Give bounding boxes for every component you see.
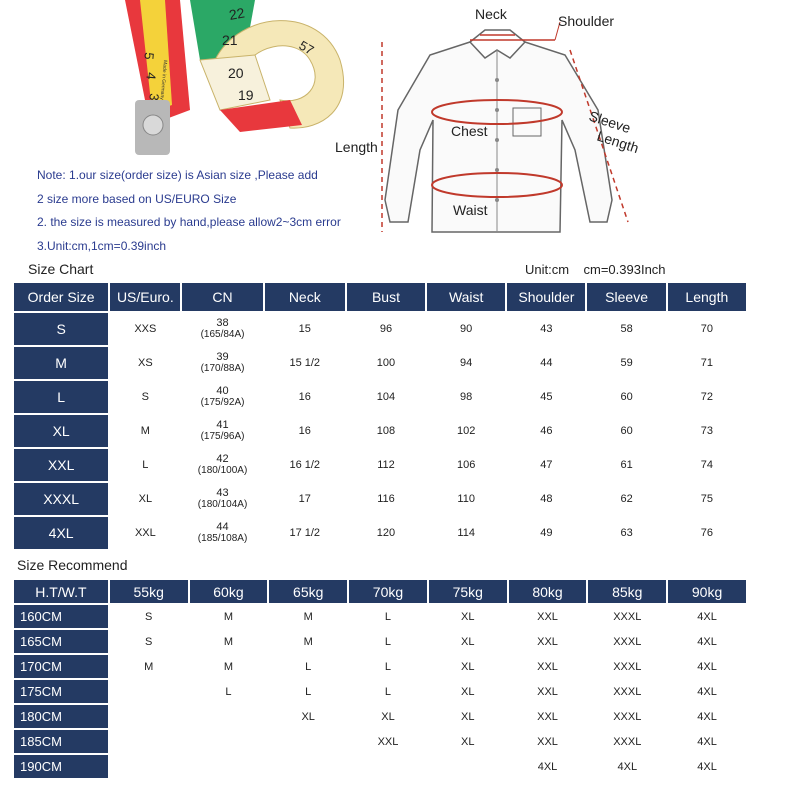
column-header: 55kg <box>110 580 188 603</box>
cn-code: (170/88A) <box>200 363 245 374</box>
neck-cell: 15 <box>298 323 311 335</box>
neck-cell: 17 <box>298 493 311 505</box>
size-cell: 4XL <box>697 760 717 773</box>
cn-code: (165/84A) <box>200 329 245 340</box>
height-cell: 175CM <box>14 680 108 703</box>
table-row <box>14 347 746 379</box>
height-cell: 160CM <box>14 605 108 628</box>
order-size-cell: 4XL <box>14 517 108 549</box>
size-cell: XL <box>461 635 475 648</box>
table-row <box>14 680 746 703</box>
bust-cell: 100 <box>376 357 396 369</box>
size-cell: XL <box>461 610 475 623</box>
size-cell <box>269 730 347 753</box>
table-row <box>14 705 746 728</box>
size-cell: XL <box>461 660 475 673</box>
size-cell: L <box>305 685 312 698</box>
us-euro-cell: S <box>141 391 150 403</box>
cn-code: (175/96A) <box>200 431 245 442</box>
size-cell: 4XL <box>697 635 717 648</box>
column-header: Bust <box>347 283 425 311</box>
size-cell: M <box>303 610 313 623</box>
sleeve-cell: 58 <box>620 323 633 335</box>
sleeve-cell: 62 <box>620 493 633 505</box>
order-size-cell: XXXL <box>14 483 108 515</box>
tape-number: 57 <box>296 37 317 58</box>
diagram-label-shoulder: Shoulder <box>558 13 615 29</box>
shoulder-cell: 46 <box>540 425 553 437</box>
size-cell: XL <box>461 735 475 748</box>
cn-size: 44 <box>216 521 229 533</box>
size-cell: XXL <box>537 635 558 648</box>
column-header: H.T/W.T <box>14 580 108 603</box>
cn-cell <box>182 347 262 379</box>
cn-code: (180/100A) <box>197 465 248 476</box>
size-cell: XXXL <box>613 710 642 723</box>
size-cell <box>110 680 188 703</box>
column-header: 85kg <box>588 580 666 603</box>
size-cell <box>110 730 188 753</box>
length-cell: 72 <box>700 391 713 403</box>
note-line: 3.Unit:cm,1cm=0.39inch <box>37 238 167 253</box>
bust-cell: 108 <box>376 425 396 437</box>
bust-cell: 104 <box>376 391 396 403</box>
tape-number: 22 <box>227 4 246 23</box>
tape-number: 21 <box>222 32 238 48</box>
size-cell: M <box>144 660 154 673</box>
column-header: US/Euro. <box>110 283 180 311</box>
us-euro-cell: L <box>142 459 149 471</box>
neck-cell: 16 1/2 <box>289 459 321 471</box>
cn-cell <box>182 313 262 345</box>
length-cell: 74 <box>700 459 713 471</box>
size-cell: XXL <box>377 735 399 748</box>
size-cell: XXL <box>537 710 558 723</box>
column-header: Order Size <box>14 283 108 311</box>
table-row <box>14 449 746 481</box>
neck-cell: 16 <box>298 425 311 437</box>
tape-brand: Made in Germany <box>158 59 168 100</box>
waist-cell: 90 <box>460 323 473 335</box>
table-row <box>14 381 746 413</box>
size-cell: M <box>223 635 234 648</box>
column-header: Neck <box>265 283 345 311</box>
shoulder-cell: 45 <box>540 391 553 403</box>
size-cell <box>110 705 188 728</box>
table-header-row <box>14 283 746 311</box>
sleeve-cell: 59 <box>620 357 633 369</box>
size-recommend-table <box>12 578 748 780</box>
size-cell: XL <box>461 685 475 698</box>
sleeve-cell: 61 <box>620 459 633 471</box>
waist-cell: 110 <box>457 493 475 505</box>
tape-number: 4 <box>143 71 159 81</box>
us-euro-cell: XXL <box>134 527 156 539</box>
table-row <box>14 483 746 515</box>
size-cell <box>190 730 268 753</box>
cn-code: (175/92A) <box>200 397 245 408</box>
us-euro-cell: M <box>140 425 150 437</box>
column-header: 65kg <box>269 580 347 603</box>
cn-size: 43 <box>216 487 229 499</box>
size-cell: M <box>223 610 234 623</box>
bust-cell: 116 <box>377 493 395 505</box>
diagram-label-neck: Neck <box>475 6 507 22</box>
order-size-cell: XL <box>14 415 108 447</box>
shoulder-cell: 47 <box>540 459 553 471</box>
size-cell: 4XL <box>697 735 717 748</box>
bust-cell: 112 <box>377 459 395 471</box>
table-row <box>14 313 746 345</box>
height-cell: 165CM <box>14 630 108 653</box>
size-cell: S <box>145 610 153 623</box>
table-row <box>14 655 746 678</box>
size-cell: L <box>305 660 312 673</box>
column-header: 90kg <box>668 580 746 603</box>
waist-cell: 114 <box>457 527 475 539</box>
length-cell: 76 <box>700 527 713 539</box>
diagram-label-length: Length <box>335 139 378 155</box>
size-cell: S <box>145 635 153 648</box>
table-header-row <box>14 580 746 603</box>
cn-size: 42 <box>216 453 229 465</box>
size-cell <box>110 755 188 778</box>
diagram-label-chest: Chest <box>451 123 488 139</box>
cn-cell <box>182 483 262 515</box>
size-cell: XL <box>461 710 475 723</box>
size-cell: XXL <box>537 660 558 673</box>
cn-cell <box>182 517 262 549</box>
tape-number: 20 <box>228 65 244 81</box>
shoulder-cell: 49 <box>540 527 553 539</box>
size-cell: XXXL <box>613 660 642 673</box>
table-row <box>14 755 746 778</box>
table-row <box>14 517 746 549</box>
cn-size: 39 <box>216 351 229 363</box>
sleeve-cell: 60 <box>620 391 633 403</box>
size-cell: 4XL <box>697 660 717 673</box>
diagram-label-sleeve-length: Length <box>595 127 641 157</box>
column-header: CN <box>182 283 262 311</box>
order-size-cell: S <box>14 313 108 345</box>
column-header: Length <box>668 283 746 311</box>
size-cell: M <box>303 635 313 648</box>
size-cell <box>269 755 347 778</box>
size-cell: XXL <box>537 735 558 748</box>
note-line: 2. the size is measured by hand,please allow2~3cm error <box>37 215 341 229</box>
size-cell: XL <box>301 710 315 723</box>
cn-size: 38 <box>216 317 229 329</box>
waist-cell: 98 <box>460 391 473 403</box>
height-cell: 190CM <box>14 755 108 778</box>
size-cell: M <box>223 660 234 673</box>
size-chart-unit: Unit:cm cm=0.393Inch <box>525 262 666 277</box>
shoulder-cell: 43 <box>540 323 553 335</box>
cn-size: 41 <box>216 419 229 431</box>
diagram-label-waist: Waist <box>453 202 488 218</box>
us-euro-cell: XL <box>138 493 153 505</box>
size-chart-title: Size Chart <box>28 261 94 277</box>
tape-number: 5 <box>141 51 157 61</box>
size-cell: XXL <box>537 610 558 623</box>
bust-cell: 120 <box>376 527 396 539</box>
waist-cell: 94 <box>460 357 473 369</box>
cn-cell <box>182 381 262 413</box>
tape-number: 3 <box>146 92 162 102</box>
column-header: Sleeve <box>587 283 665 311</box>
length-cell: 73 <box>700 425 713 437</box>
column-header: 60kg <box>190 580 268 603</box>
size-cell <box>190 755 268 778</box>
height-cell: 180CM <box>14 705 108 728</box>
table-row <box>14 605 746 628</box>
height-cell: 185CM <box>14 730 108 753</box>
neck-cell: 16 <box>298 391 311 403</box>
size-cell <box>349 755 427 778</box>
sleeve-cell: 60 <box>620 425 633 437</box>
size-cell: 4XL <box>697 610 717 623</box>
size-cell: 4XL <box>697 685 717 698</box>
shirt-diagram <box>330 0 800 250</box>
size-cell: XXXL <box>613 635 642 648</box>
column-header: Waist <box>427 283 505 311</box>
column-header: 70kg <box>349 580 427 603</box>
note-line: 2 size more based on US/EURO Size <box>37 191 237 206</box>
size-cell <box>429 755 507 778</box>
waist-cell: 102 <box>457 425 476 437</box>
column-header: Shoulder <box>507 283 585 311</box>
order-size-cell: XXL <box>14 449 108 481</box>
shoulder-cell: 44 <box>540 357 553 369</box>
shoulder-cell: 48 <box>540 493 553 505</box>
size-cell: XXXL <box>613 685 642 698</box>
size-cell: L <box>384 635 392 648</box>
cn-size: 40 <box>216 385 229 397</box>
sleeve-cell: 63 <box>620 527 633 539</box>
size-chart-table <box>12 281 748 551</box>
order-size-cell: M <box>14 347 108 379</box>
note-line: Note: 1.our size(order size) is Asian size ,Please add <box>37 168 318 182</box>
size-cell: L <box>384 610 392 623</box>
cn-cell <box>182 449 262 481</box>
diagram-label-sleeve: Sleeve <box>587 107 633 137</box>
table-row <box>14 415 746 447</box>
size-recommend-title: Size Recommend <box>17 557 128 573</box>
table-row <box>14 630 746 653</box>
column-header: 80kg <box>509 580 587 603</box>
cn-code: (180/104A) <box>197 499 248 510</box>
neck-cell: 15 1/2 <box>289 357 321 369</box>
order-size-cell: L <box>14 381 108 413</box>
length-cell: 75 <box>700 493 713 505</box>
tape-number: 19 <box>238 87 254 103</box>
size-cell: L <box>384 685 392 698</box>
height-cell: 170CM <box>14 655 108 678</box>
neck-cell: 17 1/2 <box>289 527 321 539</box>
notes-block <box>37 164 367 258</box>
cn-code: (185/108A) <box>197 533 248 544</box>
bust-cell: 96 <box>379 323 393 335</box>
us-euro-cell: XXS <box>134 323 157 335</box>
tape-measure-image <box>40 0 350 160</box>
size-cell: L <box>225 685 232 698</box>
size-cell: 4XL <box>617 760 638 773</box>
size-cell: 4XL <box>697 710 717 723</box>
waist-cell: 106 <box>457 459 476 471</box>
size-cell <box>190 705 268 728</box>
size-cell: XXXL <box>613 610 642 623</box>
length-cell: 71 <box>700 357 713 369</box>
column-header: 75kg <box>429 580 507 603</box>
length-cell: 70 <box>700 323 713 335</box>
size-cell: XXXL <box>613 735 642 748</box>
size-cell: L <box>384 660 392 673</box>
cn-cell <box>182 415 262 447</box>
size-cell: XXL <box>537 685 558 698</box>
size-cell: XL <box>381 710 395 723</box>
table-row <box>14 730 746 753</box>
us-euro-cell: XS <box>138 357 153 369</box>
size-cell: 4XL <box>537 760 558 773</box>
